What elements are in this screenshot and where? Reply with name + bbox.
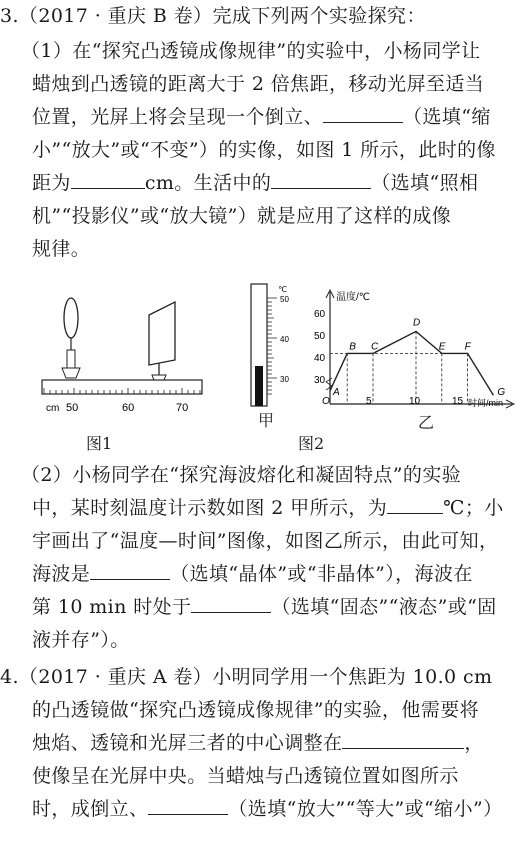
candle-flame: [64, 298, 78, 338]
point-label-E: E: [438, 341, 446, 353]
point-label-G: G: [497, 387, 506, 399]
q3-p2-l5-a: 第 10 min 时处于: [32, 596, 192, 618]
q3-blank-1[interactable]: [323, 106, 403, 123]
q3-p2-l2-a: 中，某时刻温度计示数如图 2 甲所示，为: [32, 497, 388, 519]
q3-blank-6[interactable]: [191, 596, 271, 613]
y-tick-60: 60: [314, 309, 326, 320]
y-title: 温度/℃: [336, 292, 371, 303]
q3-l4-text: 位置，光屏上将会呈现一个倒立、: [32, 106, 324, 128]
ruler-tick-70: 70: [176, 402, 189, 414]
q4-l3-b: ，: [464, 732, 484, 754]
q4-blank-1[interactable]: [342, 732, 464, 749]
q3-blank-3[interactable]: [271, 172, 371, 189]
y-tick-40: 40: [314, 353, 326, 364]
q3-line-6: [32, 172, 478, 194]
point-label-C: C: [371, 341, 379, 353]
q3-part2-line-1: （2）小杨同学在“探究海波熔化和凝固特点”的实验: [21, 464, 462, 486]
q3-p2-l5-b: （选填“固态”“液态”或“固: [271, 596, 497, 618]
ruler-tick-50: 50: [66, 402, 79, 414]
q3-part2-line-5: [32, 596, 497, 618]
q4-l5-a: 时，成倒立、: [32, 798, 149, 820]
q3-line-3: 蜡烛到凸透镜的距离大于 2 倍焦距，移动光屏至适当: [32, 73, 485, 95]
thermometer: [234, 280, 294, 410]
thermo-tick-30: 30: [280, 375, 289, 384]
q3-part2-line-6: 液并存”）。: [32, 629, 130, 651]
q4-l3-a: 烛焰、透镜和光屏三者的中心调整在: [32, 732, 343, 754]
point-label-A: A: [333, 386, 340, 398]
q4-line-3: [32, 732, 484, 754]
q3-l6-a: 距为: [32, 172, 71, 194]
q4-line-2: 的凸透镜做“探究凸透镜成像规律”的实验，他需要将: [32, 699, 480, 721]
q4-line-1: 4.（2017 · 重庆 A 卷）小明同学用一个焦距为 10.0 cm: [0, 666, 493, 688]
ruler-unit: cm: [46, 403, 60, 414]
thermometer-liquid: [255, 366, 263, 406]
q3-blank-2[interactable]: [71, 172, 145, 189]
q3-line-1: 3.（2017 · 重庆 B 卷）完成下列两个实验探究：: [0, 5, 426, 27]
q3-l6-c: （选填“照相: [371, 172, 479, 194]
q3-p2-l4-a: 海波是: [32, 563, 91, 585]
q3-p2-l2-b: ℃；小: [443, 497, 504, 519]
q3-part2-line-3: 宇画出了“温度—时间”图像，如图乙所示，由此可知，: [32, 530, 499, 552]
light-screen: [149, 302, 175, 365]
point-label-D: D: [413, 317, 421, 329]
q3-part2-line-4: [32, 563, 473, 585]
y-tick-50: 50: [314, 331, 326, 342]
y-tick-30: 30: [314, 375, 326, 386]
q3-part2-line-2: [32, 497, 504, 519]
x-tick-10: 10: [409, 396, 421, 407]
q3-blank-5[interactable]: [90, 563, 170, 580]
q3-line-5: 小”“放大”或“不变”）的实像，如图 1 所示，此时的像: [32, 139, 496, 161]
q3-line-4: [32, 106, 491, 128]
q3-line-8: 规律。: [32, 238, 91, 260]
x-title: 时间/min: [468, 398, 504, 408]
thermometer-label: 甲: [258, 411, 275, 430]
x-tick-15: 15: [452, 396, 464, 407]
figure-1-caption: 图1: [86, 434, 113, 453]
figure-1: [38, 280, 208, 422]
x-tick-5: 5: [366, 396, 372, 407]
thermo-tick-40: 40: [280, 335, 289, 344]
candle-body: [67, 350, 75, 368]
q3-line-7: 机”“投影仪”或“放大镜”）就是应用了这样的成像: [32, 205, 452, 227]
thermo-tick-50: 50: [280, 295, 289, 304]
thermo-unit: ℃: [278, 285, 287, 294]
q4-line-5: [32, 798, 503, 820]
temperature-time-graph: [308, 286, 518, 416]
q4-l5-b: （选填“放大”“等大”或“缩小”）: [228, 798, 503, 820]
ruler-tick-60: 60: [122, 402, 135, 414]
q4-line-4: 使像呈在光屏中央。当蜡烛与凸透镜位置如图所示: [32, 765, 459, 787]
q3-line-2: （1）在“探究凸透镜成像规律”的实验中，小杨同学让: [21, 40, 481, 62]
point-label-F: F: [464, 341, 471, 353]
q4-blank-2[interactable]: [148, 798, 228, 815]
graph-label: 乙: [418, 413, 435, 432]
q3-l4-tail: （选填“缩: [403, 106, 491, 128]
point-label-B: B: [349, 341, 356, 353]
figure-2-caption: 图2: [298, 434, 325, 453]
q3-l6-b: cm。生活中的: [144, 172, 272, 194]
q3-blank-4[interactable]: [387, 497, 443, 514]
q3-p2-l4-b: （选填“晶体”或“非晶体”），海波在: [170, 563, 473, 585]
x-tick-origin: O: [322, 396, 330, 407]
